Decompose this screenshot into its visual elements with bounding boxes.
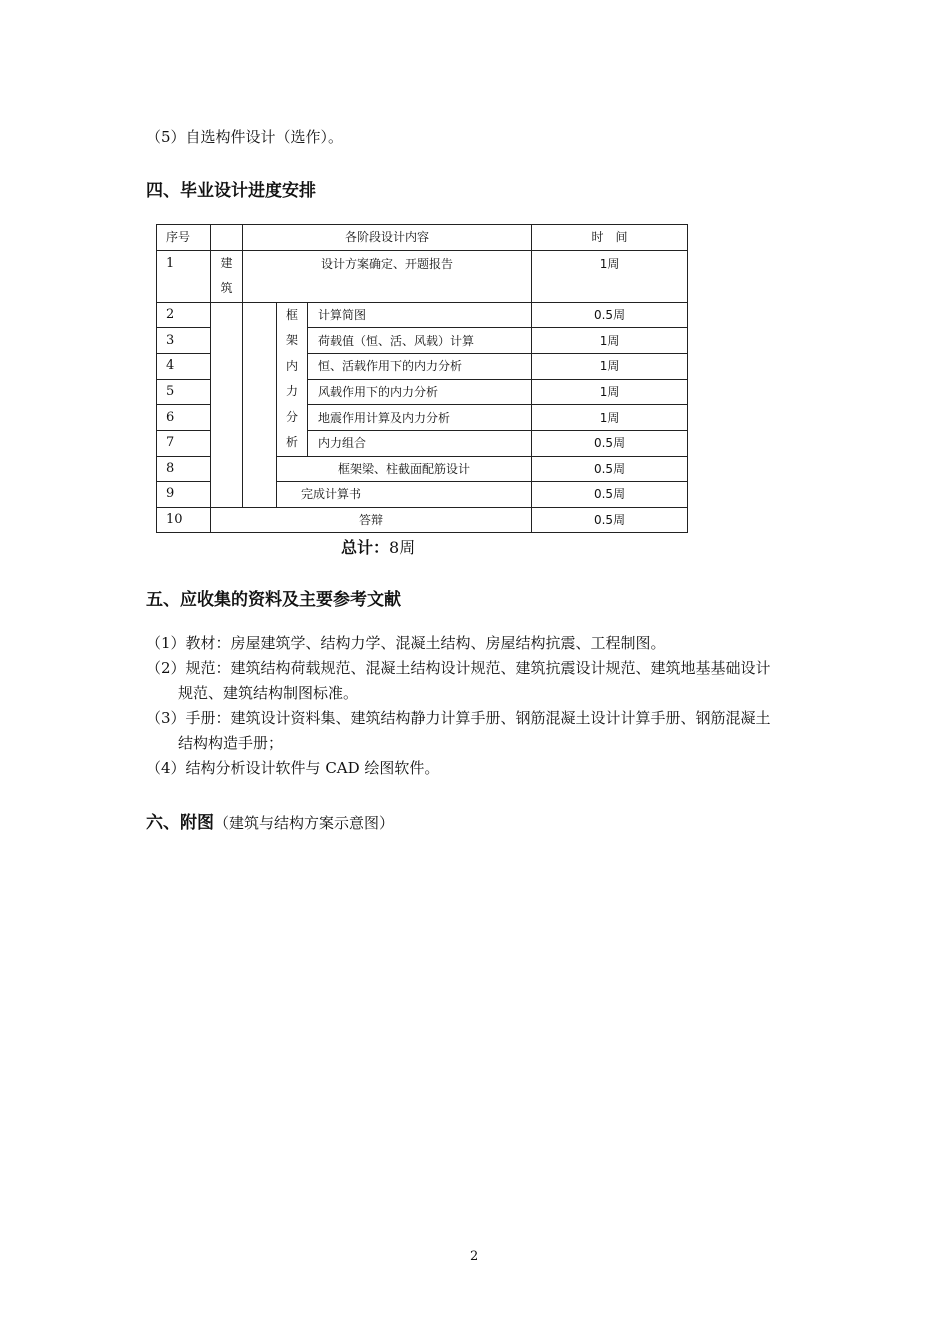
list-item-continuation: 规范、建筑结构制图标准。	[178, 684, 359, 702]
list-item-continuation: 结构构造手册；	[178, 734, 284, 752]
section5-heading: 五、应收集的资料及主要参考文献	[146, 590, 401, 610]
intro-item: （5）自选构件设计（选作）。	[146, 128, 344, 146]
arch-label-char: 筑	[220, 281, 233, 296]
frame-label-char: 内	[285, 358, 298, 373]
struct-span-blank	[243, 302, 277, 507]
row-time: 0.5周	[532, 456, 688, 482]
row-time: 1周	[532, 353, 688, 379]
row-content: 计算简图	[308, 302, 532, 328]
row-content: 完成计算书	[277, 482, 532, 508]
row-content: 框架梁、柱截面配筋设计	[277, 456, 532, 482]
schedule-table	[156, 224, 688, 533]
arch-label-char: 建	[220, 255, 233, 270]
row-content: 内力组合	[308, 430, 532, 456]
row-content: 荷载值（恒、活、风载）计算	[308, 328, 532, 354]
row-time: 1周	[532, 250, 688, 302]
row-time: 0.5周	[532, 302, 688, 328]
row-no: 1	[157, 250, 211, 302]
row-content: 恒、活载作用下的内力分析	[308, 353, 532, 379]
section6-title: 六、附图	[146, 813, 214, 833]
section4-heading: 四、毕业设计进度安排	[146, 181, 316, 201]
row-time: 0.5周	[532, 430, 688, 456]
table-row	[157, 507, 688, 533]
arch-label	[211, 250, 243, 302]
row-no: 7	[157, 430, 211, 456]
section6-subtitle: （建筑与结构方案示意图）	[214, 814, 395, 832]
row-time: 0.5周	[532, 482, 688, 508]
section6-heading	[146, 808, 394, 833]
table-row	[157, 250, 688, 302]
frame-label-char: 分	[285, 409, 298, 424]
row-content: 风载作用下的内力分析	[308, 379, 532, 405]
row-content: 设计方案确定、开题报告	[243, 250, 532, 302]
list-item: （4）结构分析设计软件与 CAD 绘图软件。	[146, 759, 440, 777]
list-item: （2）规范：建筑结构荷载规范、混凝土结构设计规范、建筑抗震设计规范、建筑地基基础设计	[146, 659, 771, 677]
row-no: 3	[157, 328, 211, 354]
row-no: 2	[157, 302, 211, 328]
table-header-row	[157, 225, 688, 251]
frame-analysis-label	[277, 302, 308, 456]
reference-list	[146, 631, 771, 781]
schedule-total	[341, 535, 415, 558]
frame-label-char: 析	[285, 435, 298, 450]
row-no: 8	[157, 456, 211, 482]
page-number: 2	[470, 1249, 479, 1264]
list-item: （1）教材：房屋建筑学、结构力学、混凝土结构、房屋结构抗震、工程制图。	[146, 634, 666, 652]
frame-label-char: 框	[285, 307, 298, 322]
row-no: 4	[157, 353, 211, 379]
header-no: 序号	[157, 225, 211, 251]
row-no: 6	[157, 405, 211, 431]
row-no: 10	[157, 507, 211, 533]
total-value: 8周	[389, 538, 416, 557]
row-no: 9	[157, 482, 211, 508]
frame-label-char: 力	[285, 384, 298, 399]
header-blank	[211, 225, 243, 251]
table-row	[157, 302, 688, 328]
frame-label-char: 架	[285, 333, 298, 348]
list-item: （3）手册：建筑设计资料集、建筑结构静力计算手册、钢筋混凝土设计计算手册、钢筋混凝土	[146, 709, 771, 727]
row-no: 5	[157, 379, 211, 405]
arch-span-blank	[211, 302, 243, 507]
header-content: 各阶段设计内容	[243, 225, 532, 251]
header-time: 时 间	[532, 225, 688, 251]
row-content: 答辩	[211, 507, 532, 533]
row-time: 0.5周	[532, 507, 688, 533]
row-time: 1周	[532, 379, 688, 405]
total-label: 总计：	[341, 538, 390, 557]
row-time: 1周	[532, 328, 688, 354]
row-content: 地震作用计算及内力分析	[308, 405, 532, 431]
row-time: 1周	[532, 405, 688, 431]
